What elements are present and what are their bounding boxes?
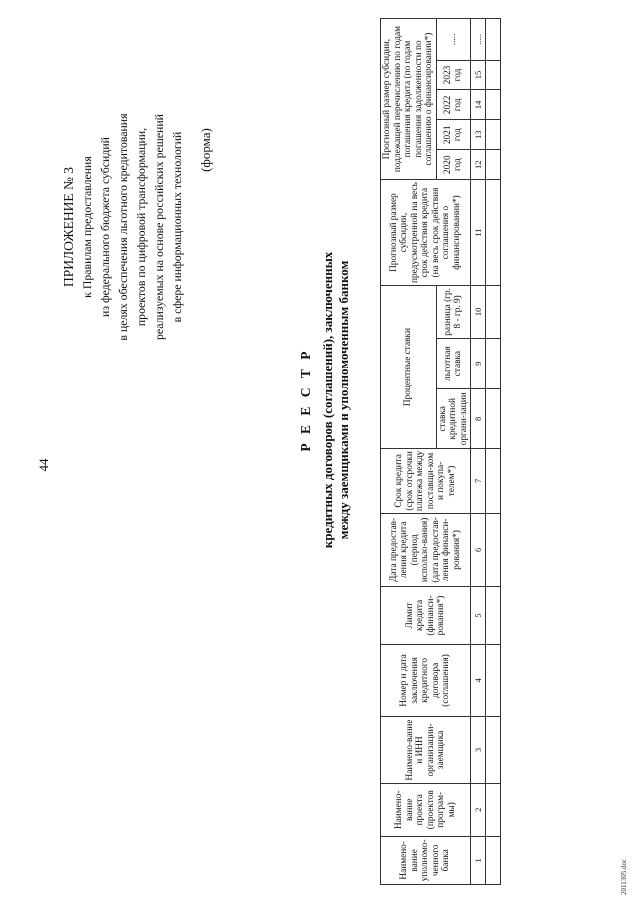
empty-cell <box>486 644 501 716</box>
column-number: 7 <box>471 449 486 513</box>
page-number: 44 <box>36 458 51 472</box>
column-number-row <box>471 19 486 885</box>
table-empty-row <box>486 19 501 885</box>
subtitle-line: кредитных договоров (соглашений), заключенных <box>320 251 335 549</box>
header-year-2023: 2023 год <box>436 60 471 90</box>
column-number: 1 <box>471 836 486 884</box>
appendix-line: проектов по цифровой трансформации, <box>134 127 148 327</box>
header-contract-number: Номер и дата заключения кредитного договора (соглашения) <box>381 644 471 716</box>
form-label: (форма) <box>198 128 213 172</box>
column-number: 2 <box>471 783 486 836</box>
document-title: Р Е Е С Т Р <box>298 348 313 452</box>
empty-cell <box>486 338 501 389</box>
header-credit-limit: Лимит кредита (финанси-рования*) <box>381 587 471 645</box>
appendix-line: из федерального бюджета субсидий <box>98 137 112 317</box>
header-borrower-name: Наимено-вание и ИНН организации-заемщика <box>381 717 471 784</box>
document-file-code: 2011305.doc <box>620 858 628 895</box>
document-subtitle <box>320 45 352 755</box>
header-credit-term: Срок кредита (срок отсрочки платежа между поставщи-ком и покупа-телем*) <box>381 449 471 513</box>
header-preferential-rate: льготная ставка <box>436 338 471 389</box>
appendix-line: реализуемых на основе российских решений <box>152 114 166 340</box>
column-number: 10 <box>471 285 486 338</box>
column-number: 15 <box>471 60 486 90</box>
empty-cell <box>486 120 501 150</box>
column-number: ..... <box>471 19 486 61</box>
appendix-line: к Правилам предоставления <box>80 156 94 298</box>
header-bank-rate: ставка кредитной органи-зации <box>436 389 471 449</box>
column-number: 3 <box>471 717 486 784</box>
header-interest-rates: Процентные ставки <box>381 285 437 448</box>
header-forecast-total: Прогнозный размер субсидии, предусмотренной на весь срок действия кредита (на весь срок действия соглашения о финансировании*) <box>381 180 471 286</box>
column-number: 13 <box>471 120 486 150</box>
header-forecast-by-year: Прогнозный размер субсидии, подлежащей перечислению по годам погашения кредита (по годам погашения задолженности по соглашению о финансировании*) <box>381 19 437 180</box>
appendix-line: в сфере информационных технологий <box>170 131 184 323</box>
empty-cell <box>486 60 501 90</box>
header-year-2020: 2020 год <box>436 150 471 180</box>
appendix-header <box>60 17 186 437</box>
empty-cell <box>486 19 501 61</box>
column-number: 5 <box>471 587 486 645</box>
appendix-line: в целях обеспечения льготного кредитования <box>116 113 130 341</box>
registry-table <box>380 18 501 885</box>
header-year-2022: 2022 год <box>436 90 471 120</box>
empty-cell <box>486 717 501 784</box>
header-credit-date: Дата предостав-ления кредита (период использо-вания) (дата предостав-ления финанси-рования*) <box>381 513 471 587</box>
column-number: 8 <box>471 389 486 449</box>
column-number: 9 <box>471 338 486 389</box>
empty-cell <box>486 783 501 836</box>
header-year-2021: 2021 год <box>436 120 471 150</box>
header-rate-difference: разница (гр. 8 - гр. 9) <box>436 285 471 338</box>
table-header-row <box>381 19 437 885</box>
empty-cell <box>486 90 501 120</box>
empty-cell <box>486 389 501 449</box>
column-number: 6 <box>471 513 486 587</box>
empty-cell <box>486 285 501 338</box>
empty-cell <box>486 180 501 286</box>
column-number: 4 <box>471 644 486 716</box>
empty-cell <box>486 150 501 180</box>
column-number: 12 <box>471 150 486 180</box>
appendix-title: ПРИЛОЖЕНИЕ № 3 <box>61 166 76 288</box>
header-project-name: Наимено-вание проекта (проектов програм-мы) <box>381 783 471 836</box>
subtitle-line: между заемщиками и уполномоченным банком <box>336 260 351 540</box>
column-number: 14 <box>471 90 486 120</box>
header-year-more: ..... <box>436 19 471 61</box>
column-number: 11 <box>471 180 486 286</box>
empty-cell <box>486 449 501 513</box>
empty-cell <box>486 513 501 587</box>
empty-cell <box>486 836 501 884</box>
empty-cell <box>486 587 501 645</box>
header-bank-name: Наимено-вание уполномо-ченного банка <box>381 836 471 884</box>
